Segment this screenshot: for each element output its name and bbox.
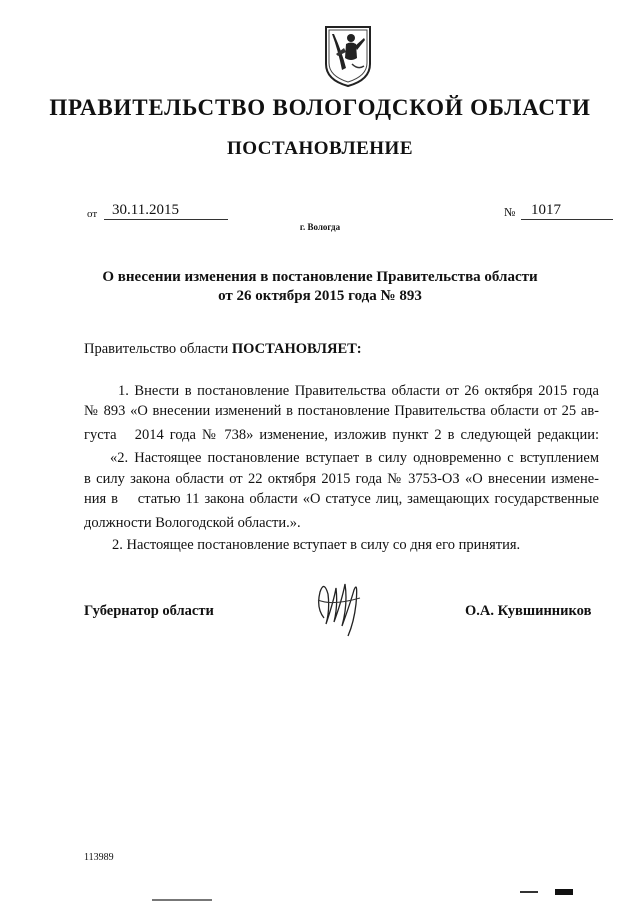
government-title: ПРАВИТЕЛЬСТВО ВОЛОГОДСКОЙ ОБЛАСТИ	[49, 95, 591, 120]
paragraph-1-line: густа 2014 года № 738» изменение, изложив пункт 2 в следующей редакции:	[84, 427, 599, 443]
date-prefix: от	[87, 208, 98, 220]
document-number: 1017	[521, 202, 613, 220]
subject-line: О внесении изменения в постановление Правительства области	[102, 269, 538, 285]
document-subject	[0, 268, 640, 306]
scan-mark	[520, 891, 538, 893]
preamble-decree-word: ПОСТАНОВЛЯЕТ:	[231, 341, 362, 357]
city: г. Вологда	[299, 222, 341, 232]
paragraph-2-line: должности Вологодской области.».	[84, 515, 301, 531]
preamble	[84, 340, 362, 360]
paragraph-3: 2. Настоящее постановление вступает в силу со дня его принятия.	[112, 537, 521, 553]
vologda-coat-of-arms-icon	[322, 24, 374, 88]
document-type: ПОСТАНОВЛЕНИЕ	[226, 138, 414, 159]
document-date: 30.11.2015	[104, 202, 228, 220]
signer-role: Губернатор области	[84, 603, 214, 619]
number-prefix: №	[504, 205, 516, 219]
handwritten-signature	[312, 570, 372, 640]
preamble-text: Правительство области	[84, 341, 232, 357]
scan-mark	[555, 889, 573, 895]
document-index: 113989	[84, 852, 114, 863]
scan-mark	[152, 899, 212, 901]
paragraph-2-line: «2. Настоящее постановление вступает в силу одновременно с вступлением	[110, 450, 599, 466]
paragraph-2-line: в силу закона области от 22 октября 2015 года № 3753-ОЗ «О внесении измене-	[84, 471, 599, 487]
paragraph-2-line: ния в статью 11 закона области «О статусе лиц, замещающих государственные	[84, 491, 599, 507]
signer-name: О.А. Кувшинников	[465, 603, 592, 619]
paragraph-1-line: № 893 «О внесении изменений в постановление Правительства области от 25 ав-	[84, 403, 599, 419]
subject-line: от 26 октября 2015 года № 893	[218, 288, 422, 304]
paragraph-1-line: 1. Внести в постановление Правительства области от 26 октября 2015 года	[118, 383, 599, 399]
